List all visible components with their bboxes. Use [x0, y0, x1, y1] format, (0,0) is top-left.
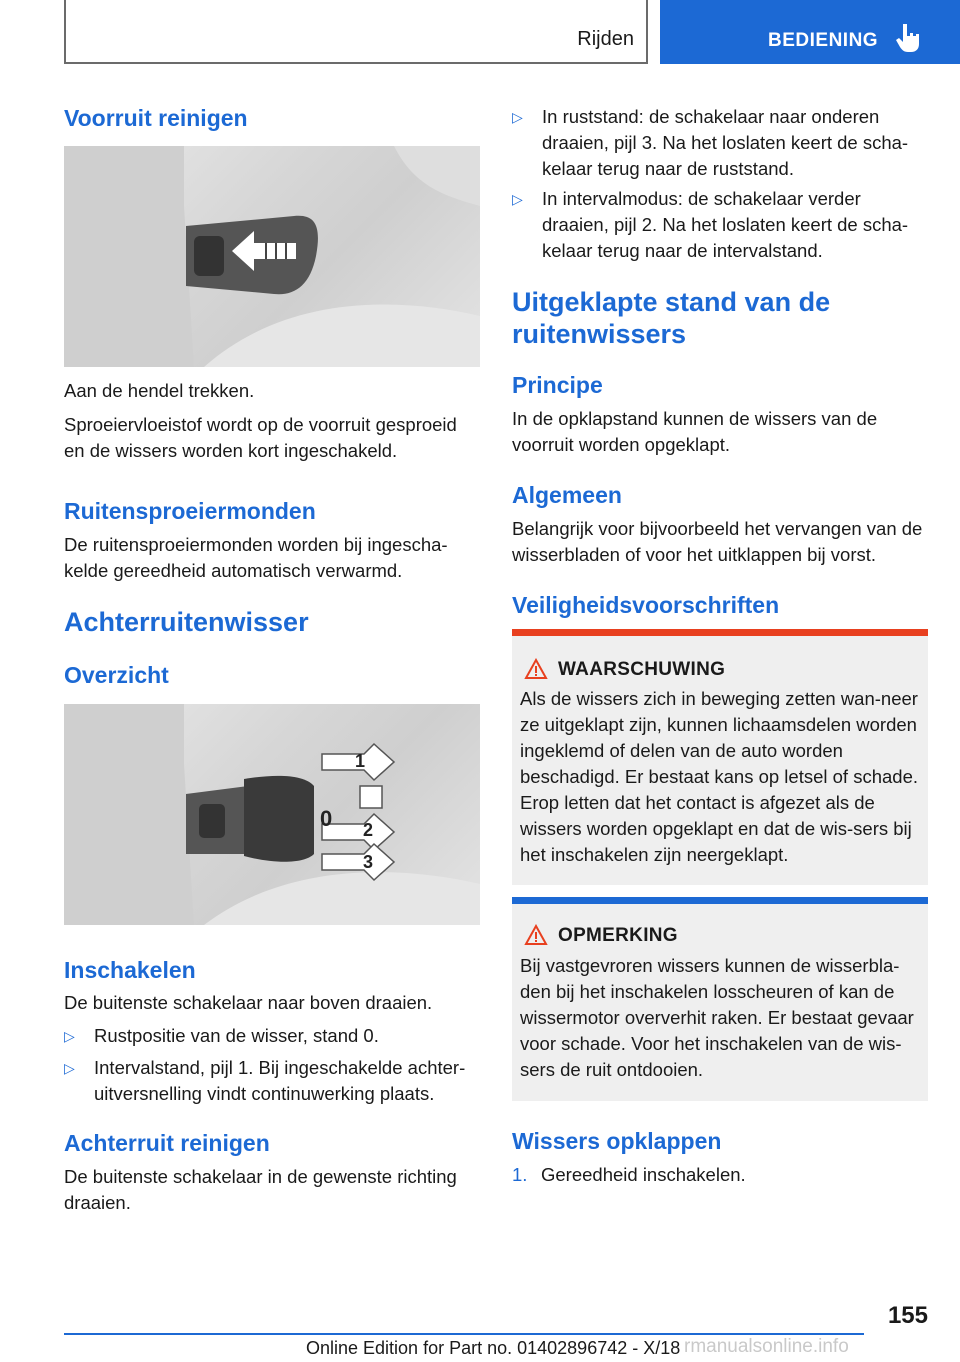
heading-voorruit-reinigen: Voorruit reinigen — [64, 105, 248, 131]
header-chapter-tab — [660, 0, 960, 64]
rear-wiper-label-0: 0 — [320, 806, 333, 831]
text-hendel: Aan de hendel trekken. — [64, 380, 255, 401]
text-ruitensproeiermonden: De ruitensproeiermonden worden bij ingescha‐kelde gereedheid automatisch verwarmd. — [64, 534, 448, 581]
heading-wissers-opklappen: Wissers opklappen — [512, 1128, 722, 1154]
warning-triangle-icon — [524, 658, 548, 680]
heading-overzicht: Overzicht — [64, 662, 169, 688]
list-item: ▷ Intervalstand, pijl 1. Bij ingeschakelde achter‐uitversnelling vindt continuwerking plaats. — [64, 1057, 466, 1104]
note-bar — [512, 897, 928, 904]
triangle-bullet-icon: ▷ — [512, 109, 523, 125]
page-number: 155 — [887, 1302, 928, 1329]
warning-title: WAARSCHUWING — [558, 659, 726, 680]
warning-bar — [512, 629, 928, 636]
text-inschakelen: De buitenste schakelaar naar boven draaien. — [64, 992, 433, 1013]
warning-triangle-icon — [524, 924, 548, 946]
heading-veiligheidsvoorschriften: Veiligheidsvoorschriften — [512, 592, 780, 618]
step-text: Gereedheid inschakelen. — [541, 1164, 746, 1185]
triangle-bullet-icon: ▷ — [512, 191, 523, 207]
note-box — [512, 897, 928, 1101]
note-title: OPMERKING — [558, 925, 678, 946]
warning-body: Als de wissers zich in beweging zetten wan‐neer ze uitgeklapt zijn, kunnen lichaamsdelen worden ingeklemd of delen van de auto worden beschadigd. Er bestaat kans op letsel of schade. Erop letten dat het contact is afgezet als de wissers worden opgeklapt en dat de wis‐sers bij het inschakelen zijn neergeklapt. — [520, 688, 919, 865]
rear-wiper-illustration — [64, 704, 480, 925]
list-item: ▷ In ruststand: de schakelaar naar onderen draaien, pijl 3. Na het loslaten keert de scha‐kelaar terug naar de ruststand. — [512, 106, 909, 179]
rear-wiper-switch-image — [64, 704, 480, 925]
header-chapter-title: BEDIENING — [768, 30, 879, 51]
header-section-title: Rijden — [577, 28, 634, 50]
heading-ruitensproeiermonden: Ruitensproeiermonden — [64, 498, 316, 524]
heading-achterruitenwisser: Achterruitenwisser — [64, 607, 309, 637]
heading-achterruit-reinigen: Achterruit reinigen — [64, 1130, 270, 1156]
triangle-bullet-icon: ▷ — [64, 1060, 75, 1076]
wiper-lever-illustration — [64, 146, 480, 367]
header-left-frame — [64, 0, 648, 64]
heading-principe: Principe — [512, 372, 603, 398]
rear-wiper-label-3: 3 — [363, 852, 374, 872]
wiper-lever-pull-image — [64, 146, 480, 367]
text-algemeen: Belangrijk voor bijvoorbeeld het vervangen van de wisserbladen of voor het uitklappen bij vorst. — [512, 518, 923, 565]
triangle-bullet-icon: ▷ — [64, 1028, 75, 1044]
heading-inschakelen: Inschakelen — [64, 957, 196, 983]
note-body: Bij vastgevroren wissers kunnen de wisserbla‐den bij het inschakelen losscheuren of kan de wissermotor oververhit raken. Er bestaat gevaar voor schade. Voor het inschakelen van de wis‐sers de ruit ontdooien. — [520, 955, 914, 1080]
heading-uitgeklapte-stand: Uitgeklapte stand van de ruitenwissers — [512, 287, 831, 349]
hand-pointer-icon — [896, 22, 920, 54]
footer-divider — [64, 1333, 864, 1335]
list-item: ▷ In intervalmodus: de schakelaar verder draaien, pijl 2. Na het loslaten keert de scha‐kelaar terug naar de intervalstand. — [512, 188, 909, 261]
rear-wiper-label-2: 2 — [363, 820, 374, 840]
text-achterruit-reinigen: De buitenste schakelaar in de gewenste richting draaien. — [64, 1166, 457, 1213]
list-item: ▷ Rustpositie van de wisser, stand 0. — [64, 1023, 480, 1049]
text-sproeiervloeistof: Sproeiervloeistof wordt op de voorruit gesproeid en de wissers worden kort ingeschakeld. — [64, 414, 457, 461]
rear-wiper-label-1: 1 — [355, 751, 366, 771]
footer-edition: Online Edition for Part no. 01402896742 - X/18 — [306, 1338, 681, 1358]
text-principe: In de opklapstand kunnen de wissers van de voorruit worden opgeklapt. — [512, 408, 878, 455]
warning-box — [512, 629, 928, 885]
watermark: rmanualsonline.info — [684, 1336, 849, 1357]
heading-algemeen: Algemeen — [512, 482, 622, 508]
step-number: 1. — [512, 1164, 528, 1185]
